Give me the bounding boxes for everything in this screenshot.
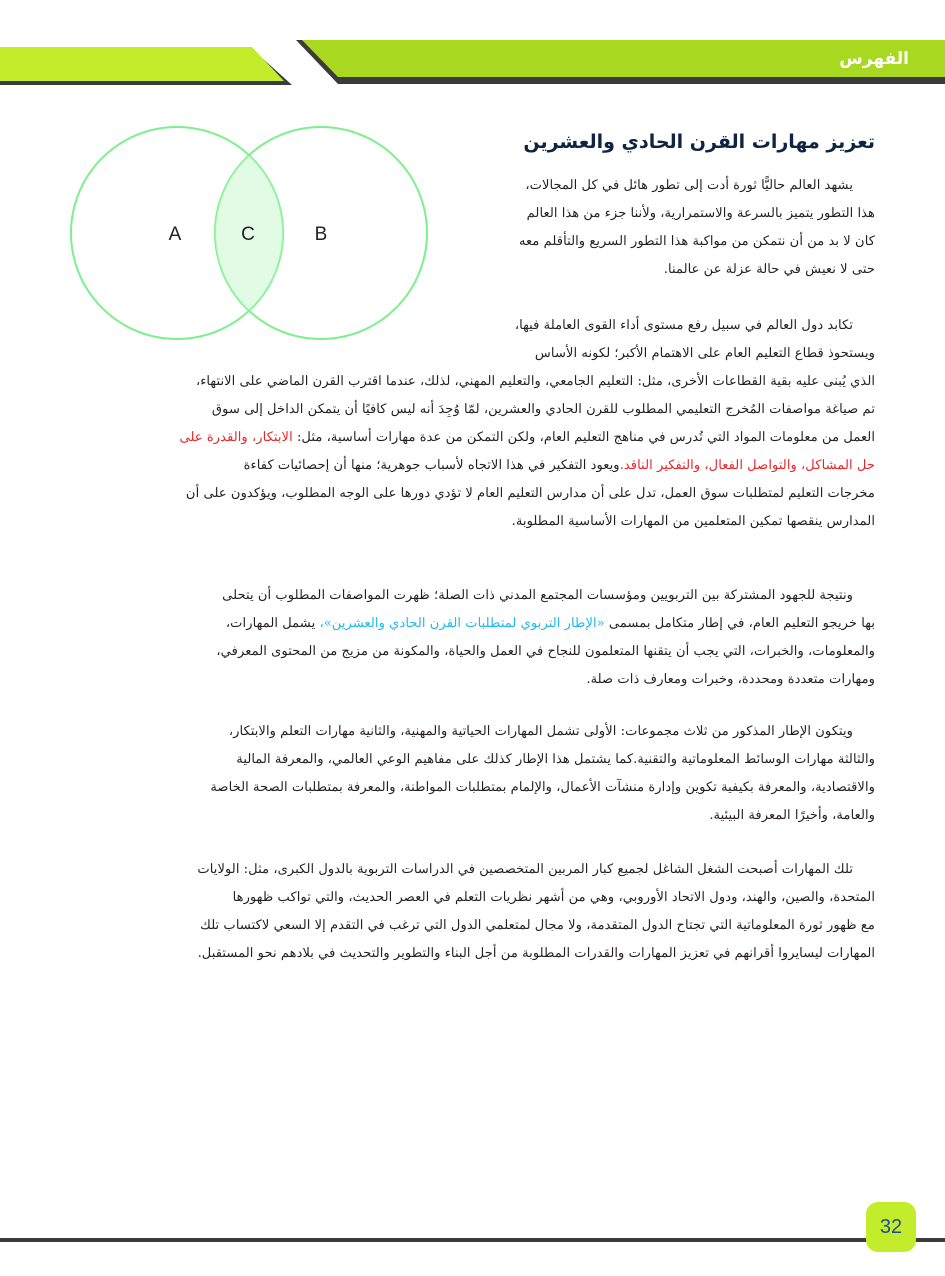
text-line: مخرجات التعليم لمتطلبات سوق العمل، تدل على أن مدارس التعليم العام لا تؤدي دورها على الوجه المطلوب، ويؤكدون على أن [185,486,875,501]
text-line: تكابد دول العالم في سبيل رفع مستوى أداء القوى العاملة فيها، [514,318,853,333]
paragraph-labor [72,368,875,536]
text-line [72,452,875,480]
text-line: والثالثة مهارات الوسائط المعلوماتية والتقنية.كما يشتمل هذا الإطار كذلك على مفاهيم الوعي العالمي، والمعرفة المالية [236,752,875,767]
highlighted-skills: حل المشاكل، والتواصل الفعال، والتفكير الناقد. [619,458,875,473]
text-line [72,424,875,452]
text-segment: بها خريجو التعليم العام، في إطار متكامل بمسمى [608,616,875,631]
text-line: حتى لا نعيش في حالة عزلة عن عالمنا. [663,262,875,277]
text-line: ونتيجة للجهود المشتركة بين التربويين ومؤسسات المجتمع المدني ذات الصلة؛ ظهرت المواصفات المطلوب أن يتحلى [222,588,853,603]
paragraph-intro [443,172,875,284]
text-line: المدارس ينقصها تمكين المتعلمين من المهارات الأساسية المطلوبة. [511,514,875,529]
text-line: مع ظهور ثورة المعلوماتية التي تجتاح الدول المتقدمة، ولا مجال لمتعلمي الدول التي ترغب في التقدم إلا السعي لاكتساب تلك [200,918,875,933]
index-title[interactable]: الفهرس [839,49,909,69]
paragraph-conclusion [72,856,875,968]
text-line: الذي يُبنى عليه بقية القطاعات الأخرى، مثل: التعليم الجامعي، والتعليم المهني، لذلك، عندما اقترب القرن الماضي على الانتهاء، [195,374,875,389]
venn-label-b: B [314,224,328,245]
text-line: والمعلومات، والخبرات، التي يجب أن يتقنها المتعلمون للنجاح في العمل والحياة، والمكونة من مزيج من المحتوى المعرفي، [216,644,875,659]
footer-rule [0,1238,945,1242]
section-title: تعزيز مهارات القرن الحادي والعشرين [523,131,875,153]
page-number-badge: 32 [866,1202,916,1252]
text-line: هذا التطور يتميز بالسرعة والاستمرارية، ولأننا جزء من هذا العالم [526,206,875,221]
text-line: ويستحوذ قطاع التعليم العام على الاهتمام الأكبر؛ لكونه الأساس [534,346,875,361]
text-line: كان لا بد من أن نتمكن من مواكبة هذا التطور السريع والتأقلم معه [518,234,875,249]
paragraph-framework [72,582,875,694]
venn-diagram [68,126,428,342]
text-line: المهارات ليسايروا أقرانهم في تعزيز المهارات والقدرات المطلوبة من أجل البناء والتطوير والتحديث في بلادهم نحو المستقبل. [197,946,875,961]
text-line: والاقتصادية، والمعرفة بكيفية تكوين وإدارة منشآت الأعمال، والإلمام بمتطلبات المواطنة، والمعرفة بمتطلبات الصحة الخاصة [210,780,875,795]
framework-name: «الإطار التربوي لمتطلبات القرن الحادي والعشرين»، [319,616,605,631]
venn-label-c: C [241,224,255,245]
paragraph-labor-top [443,312,875,368]
text-line: المتحدة، والصين، والهند، ودول الاتحاد الأوروبي، وهي من أشهر نظريات التعلم في العصر الحديث، والتي تواكب ظهورها [232,890,875,905]
text-line: ومهارات متعددة ومحددة، وخبرات ومعارف ذات صلة. [586,672,875,687]
text-line [72,610,875,638]
paragraph-groups [72,718,875,830]
text-segment: ويعود التفكير في هذا الاتجاه لأسباب جوهرية؛ منها أن إحصائيات كفاءة [243,458,620,473]
text-line: تم صياغة مواصفات المُخرج التعليمي المطلوب للقرن الحادي والعشرين، لمّا وُجِدَ أنه ليس كافيًا أن يتمكن الداخل إلى سوق [211,402,875,417]
text-segment: العمل من معلومات المواد التي تُدرس في مناهج التعليم العام، ولكن التمكن من عدة مهارات أساسية، مثل: [296,430,875,445]
text-line: تلك المهارات أصبحت الشغل الشاغل لجميع كبار المربين المتخصصين في الدراسات التربوية بالدول الكبرى، مثل: الولايات [197,862,853,877]
venn-label-a: A [168,224,182,245]
text-line: والعامة، وأخيرًا المعرفة البيئية. [709,808,875,823]
text-line: ويتكون الإطار المذكور من ثلاث مجموعات: الأولى تشمل المهارات الحياتية والمهنية، والثانية مهارات التعلم والابتكار، [228,724,853,739]
header-left-band [0,47,284,81]
text-line: يشهد العالم حاليًّا ثورة أدت إلى تطور هائل في كل المجالات، [525,178,853,193]
text-segment: يشمل المهارات، [225,616,316,631]
highlighted-skills: الابتكار، والقدرة على [179,430,293,445]
